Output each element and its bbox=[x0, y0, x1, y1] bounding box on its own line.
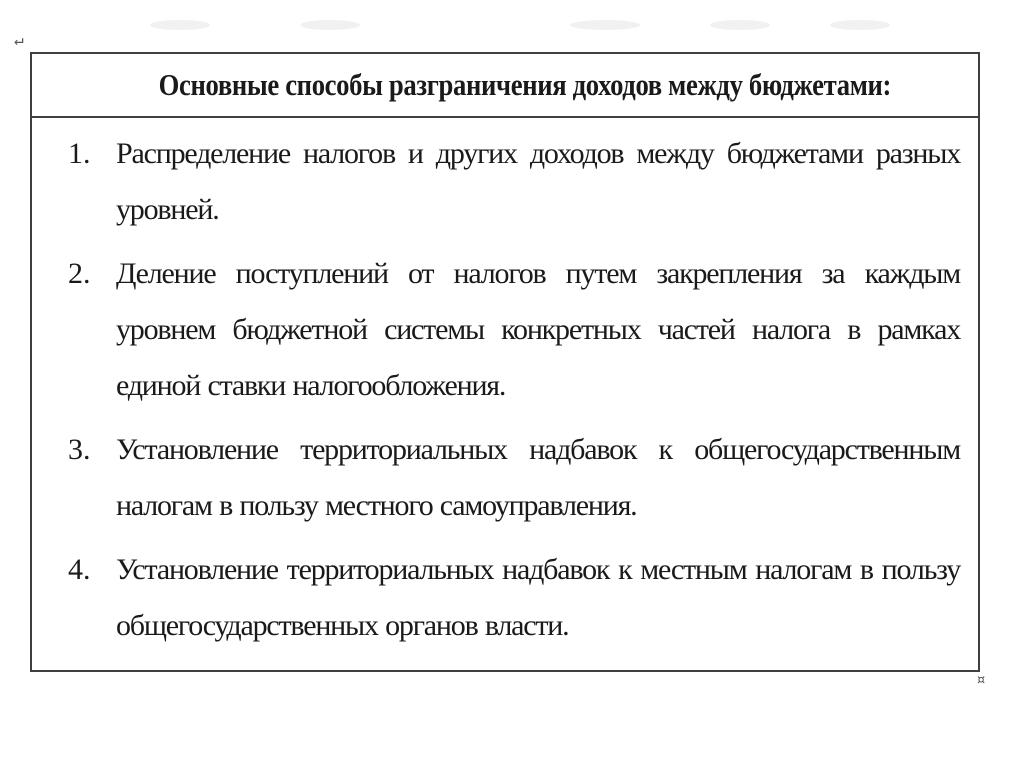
income-division-table bbox=[30, 52, 980, 672]
item-text: Установление территориальных надбавок к общегосударственным налогам в пользу местного самоуправления. bbox=[116, 433, 960, 522]
faded-glyph bbox=[570, 20, 640, 30]
table-title: Основные способы разграничения доходов между бюджетами: bbox=[158, 67, 892, 102]
faded-header-artifacts bbox=[150, 14, 910, 36]
faded-glyph bbox=[300, 20, 360, 30]
item-text: Распределение налогов и других доходов между бюджетами разных уровней. bbox=[116, 137, 960, 226]
cell-end-mark-bottom-right: ¤ bbox=[976, 670, 986, 689]
methods-list bbox=[32, 118, 978, 654]
item-number: 3. bbox=[68, 433, 91, 466]
faded-glyph bbox=[150, 20, 210, 30]
list-item bbox=[68, 246, 960, 414]
list-item bbox=[68, 542, 960, 654]
paragraph-mark-top-left: ↵ bbox=[14, 30, 24, 49]
item-number: 1. bbox=[68, 137, 91, 170]
item-number: 2. bbox=[68, 257, 91, 290]
item-text: Установление территориальных надбавок к местным налогам в пользу общегосударственных органов власти. bbox=[116, 553, 960, 642]
item-text: Деление поступлений от налогов путем закрепления за каждым уровнем бюджетной системы конкретных частей налога в рамках единой ставки налогообложения. bbox=[116, 257, 960, 402]
faded-glyph bbox=[710, 20, 770, 30]
list-item bbox=[68, 126, 960, 238]
list-item bbox=[68, 422, 960, 534]
item-number: 4. bbox=[68, 553, 91, 586]
table-header bbox=[32, 54, 978, 118]
faded-glyph bbox=[830, 20, 890, 30]
